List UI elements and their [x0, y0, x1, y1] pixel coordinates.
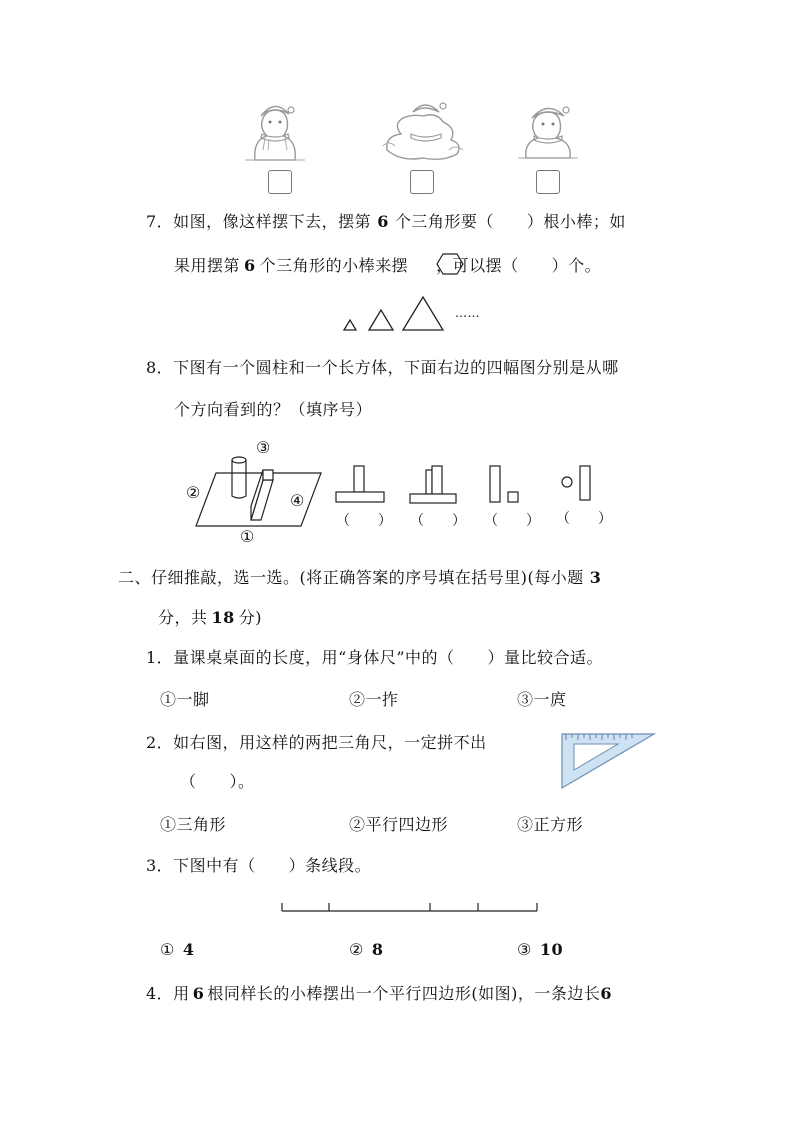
- view-d: [560, 466, 600, 506]
- line-segment-diagram: [281, 900, 539, 914]
- s2q3-option-3[interactable]: ③ 10: [517, 940, 564, 959]
- s2q2-option-1[interactable]: ①三角形: [160, 815, 227, 834]
- answer-box-snowman-2[interactable]: [410, 170, 434, 194]
- q8-label-3: ③: [256, 438, 271, 457]
- q7-line-2: 果用摆第 6 个三角形的小棒来摆 ，可以摆（ ）个。: [174, 256, 602, 275]
- view-b: [410, 466, 460, 506]
- s2q1-option-2[interactable]: ②一拃: [349, 690, 399, 709]
- q8-label-2: ②: [186, 483, 201, 502]
- snowman-1-icon: [245, 98, 305, 164]
- s2q4-stem: 4．用 6 根同样长的小棒摆出一个平行四边形(如图)，一条边长6: [146, 984, 612, 1003]
- q8-line-1: 8．下图有一个圆柱和一个长方体，下面右边的四幅图分别是从哪: [146, 358, 619, 377]
- q8-line-2: 个方向看到的？（填序号）: [174, 400, 373, 419]
- s2q1-option-3[interactable]: ③一庹: [517, 690, 567, 709]
- hexagon-icon: [436, 253, 464, 275]
- q8-label-4: ④: [290, 491, 305, 510]
- q7-line-1: 7．如图，像这样摆下去，摆第 6 个三角形要（ ）根小棒；如: [146, 212, 626, 231]
- section2-heading-line-2: 分，共 18 分): [158, 608, 263, 627]
- triangle-ruler-icon: [560, 732, 656, 790]
- q8-answer-blank-3[interactable]: （ ）: [484, 513, 540, 529]
- s2q3-option-2[interactable]: ② 8: [349, 940, 384, 959]
- cylinder-cuboid-diagram: [196, 448, 326, 528]
- s2q3-stem: 3．下图中有（ ）条线段。: [146, 856, 372, 875]
- answer-box-snowman-3[interactable]: [536, 170, 560, 194]
- triangle-pattern: [340, 295, 450, 335]
- view-c: [488, 466, 528, 506]
- q7-ellipsis: ……: [455, 306, 480, 320]
- s2q1-stem: 1．量课桌桌面的长度，用“身体尺”中的（ ）量比较合适。: [146, 648, 604, 667]
- answer-box-snowman-1[interactable]: [268, 170, 292, 194]
- snowman-3-icon: [518, 100, 578, 162]
- q8-answer-blank-4[interactable]: （ ）: [556, 511, 612, 527]
- q8-answer-blank-2[interactable]: （ ）: [410, 513, 466, 529]
- s2q3-option-1[interactable]: ① 4: [160, 940, 195, 959]
- q8-answer-blank-1[interactable]: （ ）: [336, 513, 392, 529]
- s2q2-stem: 2．如右图，用这样的两把三角尺，一定拼不出: [146, 733, 487, 752]
- s2q2-blank[interactable]: （ ）。: [180, 772, 255, 791]
- view-a: [336, 466, 386, 506]
- s2q2-option-2[interactable]: ②平行四边形: [349, 815, 449, 834]
- section2-heading-line-1: 二、仔细推敲，选一选。(将正确答案的序号填在括号里)(每小题 3: [118, 568, 602, 587]
- s2q1-option-1[interactable]: ①一脚: [160, 690, 210, 709]
- snowman-2-icon: [383, 100, 463, 164]
- q8-label-1: ①: [240, 527, 255, 546]
- s2q2-option-3[interactable]: ③正方形: [517, 815, 584, 834]
